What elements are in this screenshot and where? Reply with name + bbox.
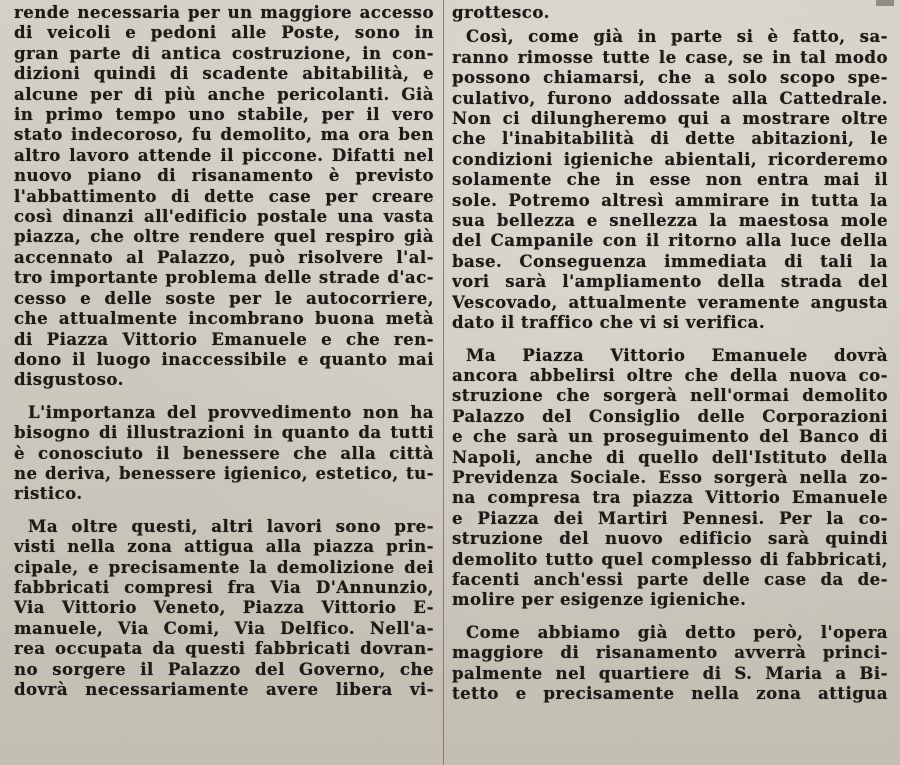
text-line: struzione del nuovo edificio sarà quindi xyxy=(452,528,888,549)
text-line: na compresa tra piazza Vittorio Emanuele xyxy=(452,487,888,508)
text-line: ne deriva, benessere igienico, estetico, tu- xyxy=(14,462,434,483)
paragraph xyxy=(452,345,888,610)
text-line: Non ci dilungheremo qui a mostrare oltre xyxy=(452,108,888,129)
text-line: palmente nel quartiere di S. Maria a Bi- xyxy=(452,662,888,683)
paragraph-gap xyxy=(452,333,888,345)
paragraph-gap xyxy=(14,504,434,516)
text-line: Ma oltre questi, altri lavori sono pre- xyxy=(28,515,434,536)
text-line: così dinanzi all'edificio postale una vasta xyxy=(14,206,434,227)
text-line: di Piazza Vittorio Emanuele e che ren- xyxy=(14,328,434,349)
text-line: di veicoli e pedoni alle Poste, sono in xyxy=(14,22,434,43)
text-line: vori sarà l'ampliamento della strada del xyxy=(452,271,888,292)
text-line: l'abbattimento di dette case per creare xyxy=(14,185,434,206)
text-line: stato indecoroso, fu demolito, ma ora ben xyxy=(14,124,434,145)
text-line: sua bellezza e snellezza la maestosa mole xyxy=(452,210,888,231)
text-line: ancora abbelirsi oltre che della nuova co- xyxy=(452,364,888,385)
column-rule xyxy=(443,0,444,765)
text-line: gran parte di antica costruzione, in con- xyxy=(14,42,434,63)
paragraph-gap xyxy=(14,390,434,402)
text-line: accennato al Palazzo, può risolvere l'al- xyxy=(14,246,434,267)
text-line: e che sarà un proseguimento del Banco di xyxy=(452,426,888,447)
paragraph xyxy=(14,2,434,390)
text-line: dizioni quindi di scadente abitabilità, e xyxy=(14,63,434,84)
paragraph xyxy=(14,516,434,700)
text-line: molire per esigenze igieniche. xyxy=(452,589,747,610)
text-line: base. Conseguenza immediata di tali la xyxy=(452,250,888,271)
text-line: alcune per di più anche pericolanti. Già xyxy=(14,83,434,104)
text-line: maggiore di risanamento avverrà princi- xyxy=(452,642,888,663)
text-line: Napoli, anche di quello dell'Istituto della xyxy=(452,446,888,467)
text-line: culativo, furono addossate alla Cattedrale. xyxy=(452,87,888,108)
paragraph xyxy=(14,402,434,504)
text-line: ristico. xyxy=(14,483,83,504)
text-line: visti nella zona attigua alla piazza prin- xyxy=(14,536,434,557)
text-line: dono il luogo inaccessibile e quanto mai xyxy=(14,348,434,369)
text-line: no sorgere il Palazzo del Governo, che xyxy=(14,658,434,679)
text-line: grottesco. xyxy=(452,2,550,22)
text-line: altro lavoro attende il piccone. Difatti nel xyxy=(14,144,434,165)
text-line: Come abbiamo già detto però, l'opera xyxy=(466,621,888,642)
text-line: condizioni igieniche abientali, ricorderemo xyxy=(452,148,888,169)
text-line: possono chiamarsi, che a solo scopo spe- xyxy=(452,67,888,88)
paragraph-gap xyxy=(452,610,888,622)
text-line: facenti anch'essi parte delle case da de- xyxy=(452,568,888,589)
text-line: manuele, Via Comi, Via Delfico. Nell'a- xyxy=(14,617,434,638)
text-line: tro importante problema delle strade d'ac- xyxy=(14,267,434,288)
paragraph xyxy=(452,26,888,332)
text-line: Palazzo del Consiglio delle Corporazioni xyxy=(452,405,888,426)
text-line: e Piazza dei Martiri Pennesi. Per la co- xyxy=(452,507,888,528)
text-line: piazza, che oltre rendere quel respiro già xyxy=(14,226,434,247)
text-line: è conosciuto il benessere che alla città xyxy=(14,442,434,463)
text-line: struzione che sorgerà nell'ormai demolito xyxy=(452,385,888,406)
paragraph xyxy=(452,622,888,704)
text-line: solamente che in esse non entra mai il xyxy=(452,169,888,190)
left-column xyxy=(14,2,434,699)
text-line: fabbricati compresi fra Via D'Annunzio, xyxy=(14,576,434,597)
text-line: tetto e precisamente nella zona attigua xyxy=(452,683,888,703)
text-line: cesso e delle soste per le autocorriere, xyxy=(14,287,434,308)
text-line: Via Vittorio Veneto, Piazza Vittorio E- xyxy=(14,597,434,618)
text-line: demolito tutto quel complesso di fabbricati, xyxy=(452,548,888,569)
text-line: in primo tempo uno stabile, per il vero xyxy=(14,104,434,125)
text-line: rea occupata da questi fabbricati dovran- xyxy=(14,638,434,659)
text-line: Vescovado, attualmente veramente angusta xyxy=(452,291,888,312)
text-line: dovrà necessariamente avere libera vi- xyxy=(14,679,434,699)
text-line: del Campanile con il ritorno alla luce della xyxy=(452,230,888,251)
text-line: L'importanza del provvedimento non ha xyxy=(28,401,434,422)
text-line: disgustoso. xyxy=(14,369,124,390)
right-column xyxy=(452,2,888,703)
text-line: che l'inabitabilità di dette abitazioni, le xyxy=(452,128,888,149)
text-line: Così, come già in parte si è fatto, sa- xyxy=(466,26,888,47)
paragraph xyxy=(452,2,888,22)
text-line: dato il traffico che vi si verifica. xyxy=(452,312,766,333)
text-line: Previdenza Sociale. Esso sorgerà nella zo- xyxy=(452,466,888,487)
text-line: Ma Piazza Vittorio Emanuele dovrà xyxy=(466,344,888,365)
text-line: cipale, e precisamente la demolizione dei xyxy=(14,556,434,577)
text-line: nuovo piano di risanamento è previsto xyxy=(14,165,434,186)
text-line: ranno rimosse tutte le case, se in tal modo xyxy=(452,46,888,67)
text-line: bisogno di illustrazioni in quanto da tutti xyxy=(14,422,434,443)
text-line: rende necessaria per un maggiore accesso xyxy=(14,2,434,22)
text-line: che attualmente incombrano buona metà xyxy=(14,308,434,329)
text-line: sole. Potremo altresì ammirare in tutta la xyxy=(452,189,888,210)
